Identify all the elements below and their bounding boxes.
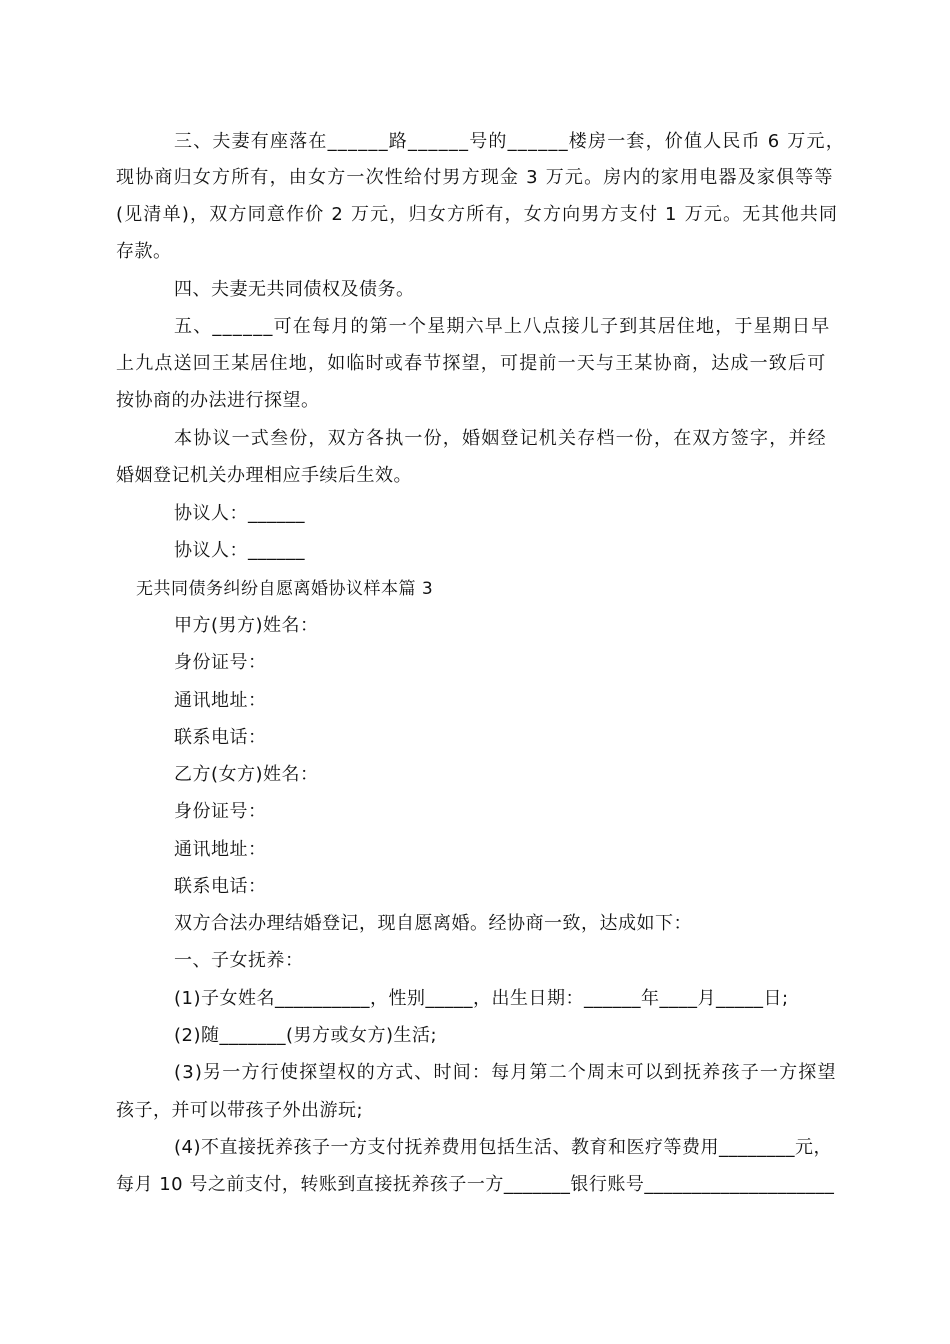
paragraph-5-line-3: 按协商的办法进行探望。 — [116, 390, 320, 411]
paragraph-4: 四、夫妻无共同债权及债务。 — [174, 279, 415, 300]
paragraph-3-line-2: 现协商归女方所有，由女方一次性给付男方现金 3 万元。房内的家用电器及家俱等等 — [116, 167, 834, 188]
child-custody-heading: 一、子女抚养： — [174, 950, 304, 971]
party-b-address: 通讯地址： — [174, 839, 267, 860]
party-b-id: 身份证号： — [174, 801, 267, 822]
paragraph-3-line-4: 存款。 — [116, 241, 172, 262]
child-item-2: (2)随_______(男方或女方)生活; — [174, 1025, 438, 1046]
child-item-1: (1)子女姓名__________，性别_____，出生日期：______年____月_____日; — [174, 988, 789, 1009]
signatory-2: 协议人：______ — [174, 540, 305, 561]
party-a-name: 甲方(男方)姓名： — [174, 615, 319, 636]
paragraph-3-line-3: (见清单)，双方同意作价 2 万元，归女方所有，女方向男方支付 1 万元。无其他共同 — [116, 204, 839, 225]
copies-clause-line-1: 本协议一式叁份，双方各执一份，婚姻登记机关存档一份，在双方签字，并经 — [174, 428, 827, 449]
signatory-1: 协议人：______ — [174, 503, 305, 524]
paragraph-5-line-1: 五、______可在每月的第一个星期六早上八点接儿子到其居住地，于星期日早 — [174, 316, 831, 337]
agreement-intro: 双方合法办理结婚登记，现自愿离婚。经协商一致，达成如下： — [174, 913, 692, 934]
party-b-phone: 联系电话： — [174, 876, 267, 897]
party-a-phone: 联系电话： — [174, 727, 267, 748]
child-item-3-line-2: 孩子，并可以带孩子外出游玩; — [116, 1100, 364, 1121]
paragraph-3-line-1: 三、夫妻有座落在______路______号的______楼房一套，价值人民币 6 万元， — [174, 131, 845, 152]
child-item-3-line-1: (3)另一方行使探望权的方式、时间：每月第二个周末可以到抚养孩子一方探望 — [174, 1062, 837, 1083]
section-heading: 无共同债务纠纷自愿离婚协议样本篇 3 — [136, 579, 434, 599]
child-item-4-line-2: 每月 10 号之前支付，转账到直接抚养孩子一方_______银行账号____________________ — [116, 1174, 835, 1195]
party-b-name: 乙方(女方)姓名： — [174, 764, 319, 785]
child-item-4-line-1: (4)不直接抚养孩子一方支付抚养费用包括生活、教育和医疗等费用________元， — [174, 1137, 832, 1158]
copies-clause-line-2: 婚姻登记机关办理相应手续后生效。 — [116, 465, 412, 486]
party-a-address: 通讯地址： — [174, 690, 267, 711]
paragraph-5-line-2: 上九点送回王某居住地，如临时或春节探望，可提前一天与王某协商，达成一致后可 — [116, 353, 827, 374]
party-a-id: 身份证号： — [174, 652, 267, 673]
